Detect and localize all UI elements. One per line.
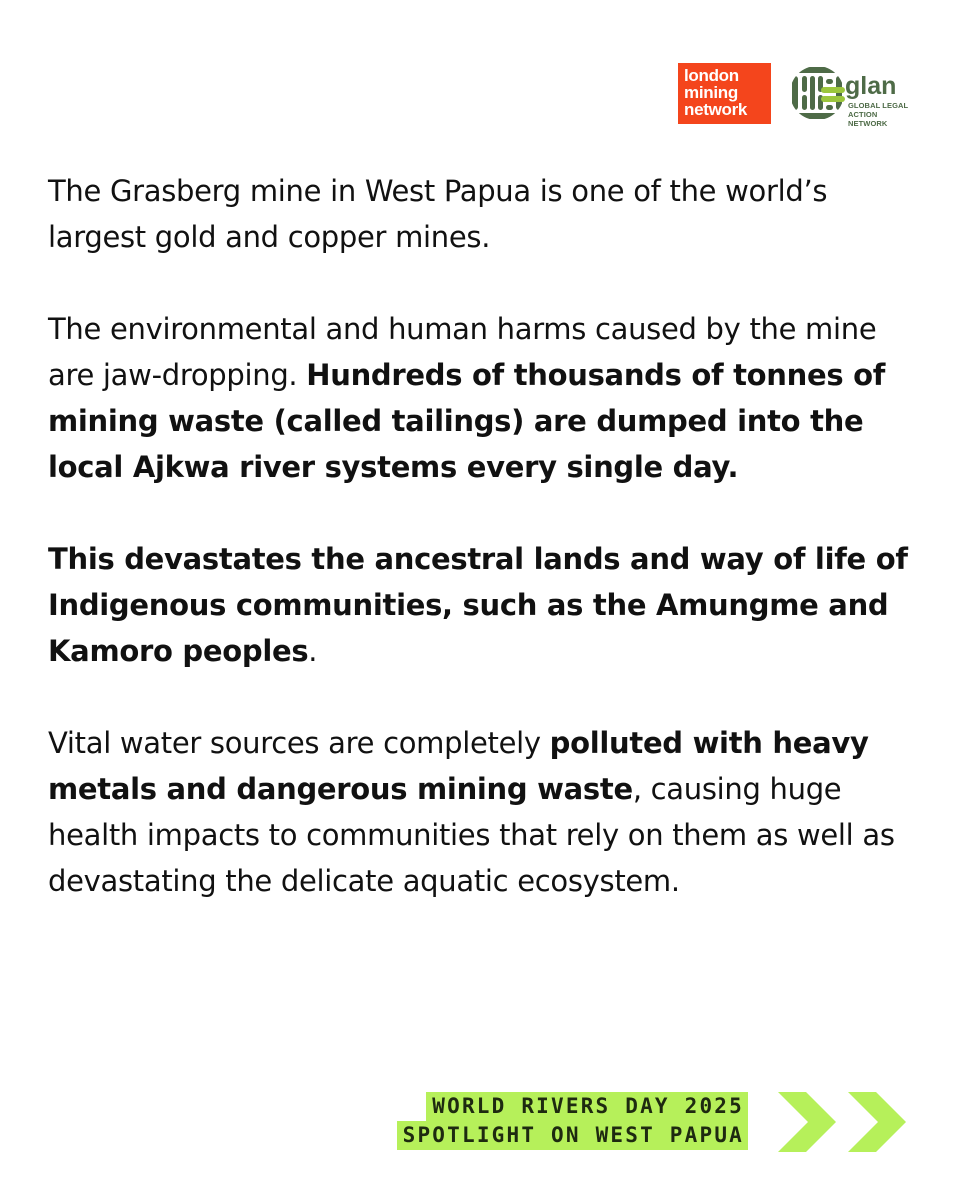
p4-plain: Vital water sources are completely: [48, 726, 550, 760]
paragraph-2: [48, 306, 928, 490]
woven-globe-icon: [788, 63, 846, 123]
glan-logo-word: glan: [845, 72, 897, 100]
lmn-logo-line-1: london: [684, 66, 739, 85]
glan-logo-sub-line-1: GLOBAL LEGAL: [848, 101, 909, 110]
p2-plain: The environmental and human harms caused by the mine are jaw-dropping.: [48, 312, 877, 392]
banner-line-2: SPOTLIGHT ON WEST PAPUA: [397, 1121, 748, 1150]
glan-logo-sub-line-2: ACTION NETWORK: [848, 110, 888, 128]
london-mining-network-logo: [678, 63, 771, 124]
paragraph-3: [48, 536, 928, 674]
glan-logo: [788, 63, 918, 127]
lmn-logo-line-3: network: [684, 100, 748, 119]
double-chevron-right-icon[interactable]: [778, 1092, 908, 1152]
p4-bold: polluted with heavy metals and dangerous mining waste: [48, 726, 869, 806]
paragraph-4: [48, 720, 928, 904]
p1-text: The Grasberg mine in West Papua is one of the world’s largest gold and copper mines.: [48, 174, 828, 254]
p3-bold: This devastates the ancestral lands and way of life of Indigenous communities, such as the Amungme and Kamoro peoples: [48, 542, 908, 668]
lmn-logo-line-2: mining: [684, 83, 738, 102]
event-banner: [320, 1092, 748, 1150]
banner-line-1: WORLD RIVERS DAY 2025: [426, 1092, 748, 1121]
p3-tail: .: [308, 634, 318, 668]
p4-tail: , causing huge health impacts to communities that rely on them as well as devastating the delicate aquatic ecosystem.: [48, 772, 895, 898]
paragraph-1: [48, 168, 928, 260]
p2-bold: Hundreds of thousands of tonnes of mining waste (called tailings) are dumped into the local Ajkwa river systems every single day.: [48, 358, 886, 484]
glan-logo-subtitle: [848, 101, 918, 128]
body-text: [48, 168, 928, 950]
